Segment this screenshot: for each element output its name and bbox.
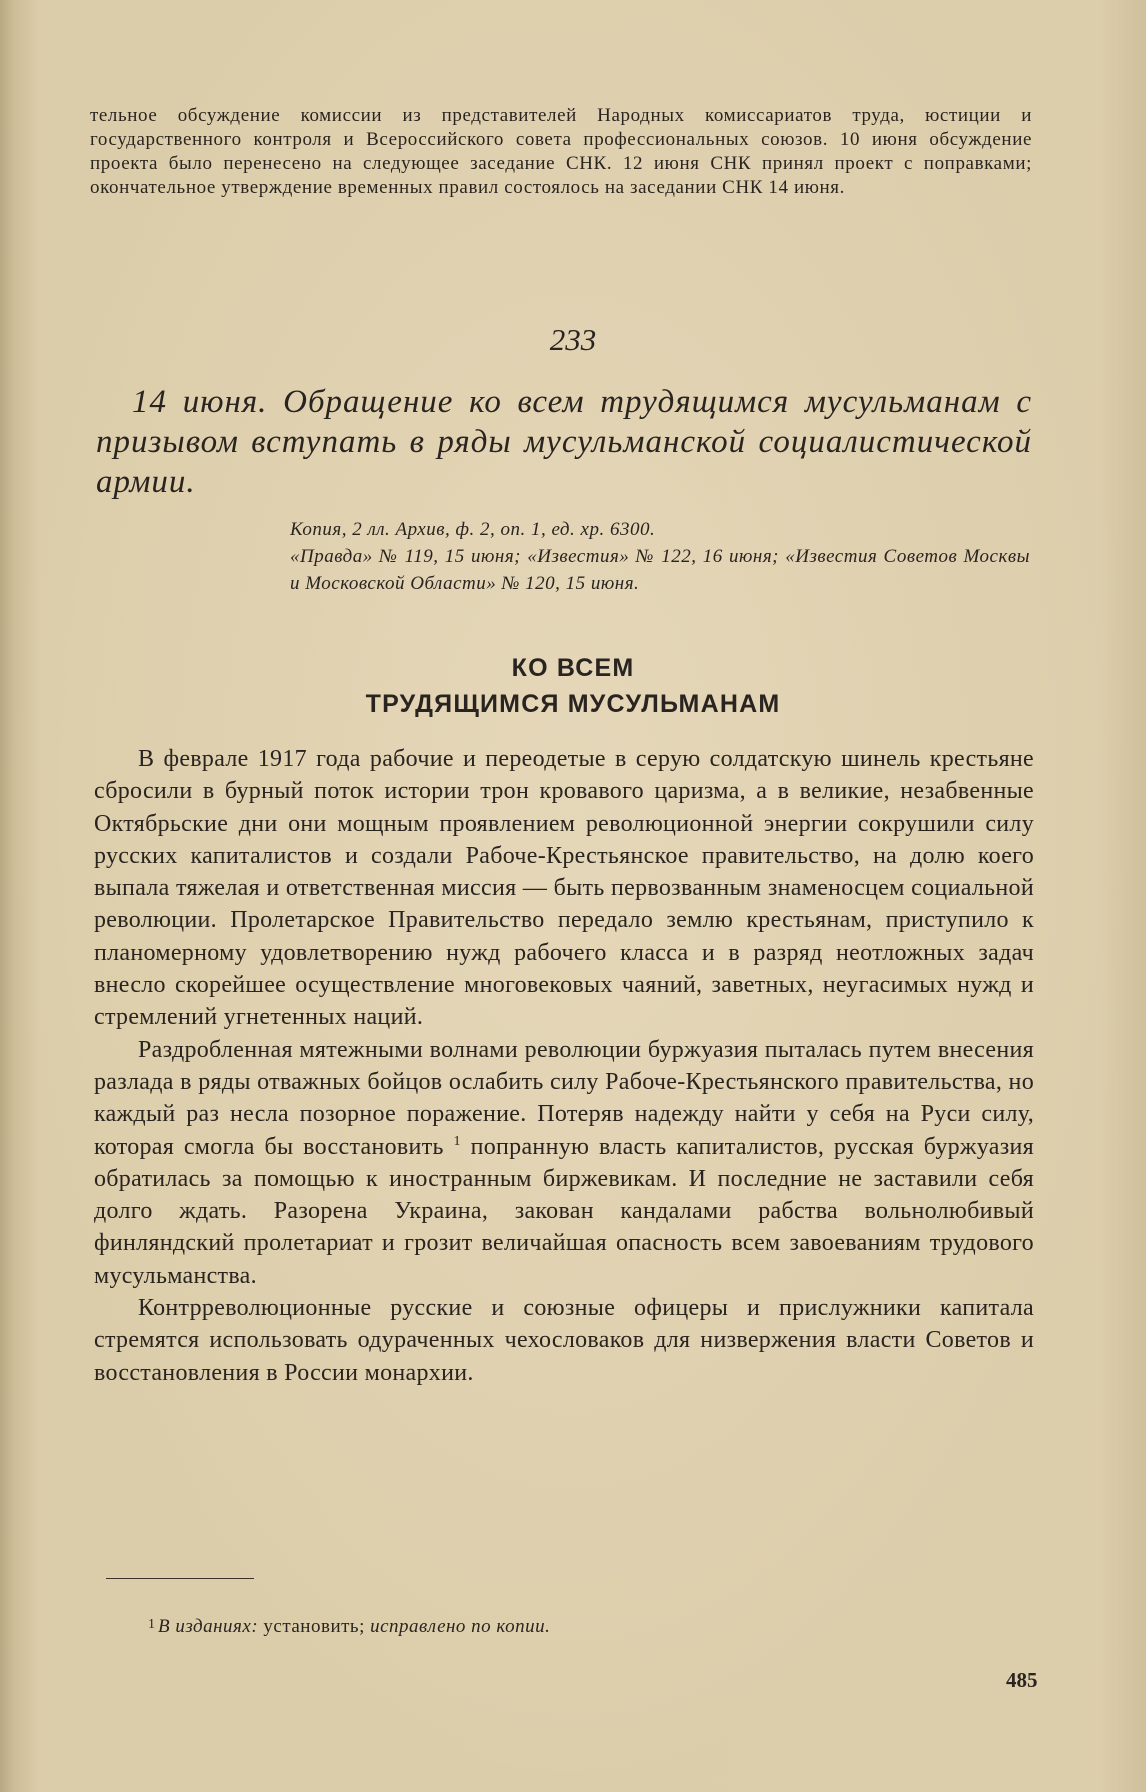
source-reference bbox=[290, 516, 1030, 597]
heading-line-2: ТРУДЯЩИМСЯ МУСУЛЬМАНАМ bbox=[365, 690, 781, 718]
appeal-body bbox=[94, 743, 1034, 1389]
body-paragraph-3: Контрреволюционные русские и союзные офицеры и прислужники капитала стремятся использовать одураченных чехословаков для низвержения власти Советов и восстановления в России монархии. bbox=[94, 1295, 1034, 1386]
source-publications: «Правда» № 119, 15 июня; «Известия» № 122, 16 июня; «Известия Советов Москвы и Московской Области» № 120, 15 июня. bbox=[290, 546, 1030, 594]
document-title: 14 июня. Обращение ко всем трудящимся мусульманам с призывом вступать в ряды мусульманской социалистической армии. bbox=[96, 384, 1032, 500]
body-paragraph-1: В феврале 1917 года рабочие и переодетые в серую солдатскую шинель крестьяне сбросили в бурный поток истории трон кровавого царизма, а в великие, незабвенные Октябрьские дни они мощным проявлением революционной энергии сокрушили силу русских капиталистов и создали Рабоче-Крестьянское правительство, на долю коего выпала тяжелая и ответственная миссия — быть первозванным знаменосцем социальной революции. Пролетарское Правительство передало землю крестьянам, приступило к планомерному удовлетворению нужд рабочего класса и в разряд неотложных задач внесло скорейшее осуществление многовековых чаяний, заветных, неугасимых нужд и стремлений угнетенных наций. bbox=[94, 746, 1034, 1031]
footnote-reference: 1 bbox=[453, 1133, 461, 1149]
footnote-mark: 1 bbox=[148, 1617, 156, 1632]
footnote-suffix: исправлено по копии. bbox=[370, 1616, 551, 1637]
heading-line-1: КО ВСЕМ bbox=[511, 654, 635, 682]
paragraph-2-part-2: попранную власть капиталистов, русская буржуазия обратилась за помощью к иностранным биржевикам. И последние не заставили себя долго ждать. Разорена Украина, закован кандалами рабства вольнолюбивый финляндский пролетариат и грозит величайшая опасность всем завоеваниям трудового мусульманства. bbox=[94, 1133, 1034, 1289]
document-number: 233 bbox=[549, 322, 597, 357]
page-number: 485 bbox=[1006, 1668, 1038, 1692]
paragraph-2-part-1: Раздробленная мятежными волнами революции буржуазия пыталась путем внесения разлада в ряды отважных бойцов ослабить силу Рабоче-Крестьянского правительства, но каждый раз несла позорное поражение. Потеряв надежду найти у себя на Руси силу, которая смогла бы восстановить bbox=[94, 1036, 1034, 1160]
footnote bbox=[148, 1614, 1038, 1640]
appeal-heading bbox=[0, 650, 1146, 722]
footnote-divider bbox=[106, 1578, 254, 1579]
continued-paragraph: тельное обсуждение комиссии из представителей Народных комиссариатов труда, юстиции и государственного контроля и Всероссийского совета профессиональных союзов. 10 июня обсуждение проекта было перенесено на следующее заседание СНК. 12 июня СНК принял проект с поправками; окончательное утверждение временных правил состоялось на заседании СНК 14 июня. bbox=[90, 105, 1032, 198]
source-archive: Копия, 2 лл. Архив, ф. 2, оп. 1, ед. хр. 6300. bbox=[290, 519, 656, 540]
footnote-word: установить; bbox=[263, 1616, 365, 1637]
footnote-prefix: В изданиях: bbox=[158, 1616, 259, 1637]
body-paragraph-2 bbox=[94, 1034, 1034, 1292]
